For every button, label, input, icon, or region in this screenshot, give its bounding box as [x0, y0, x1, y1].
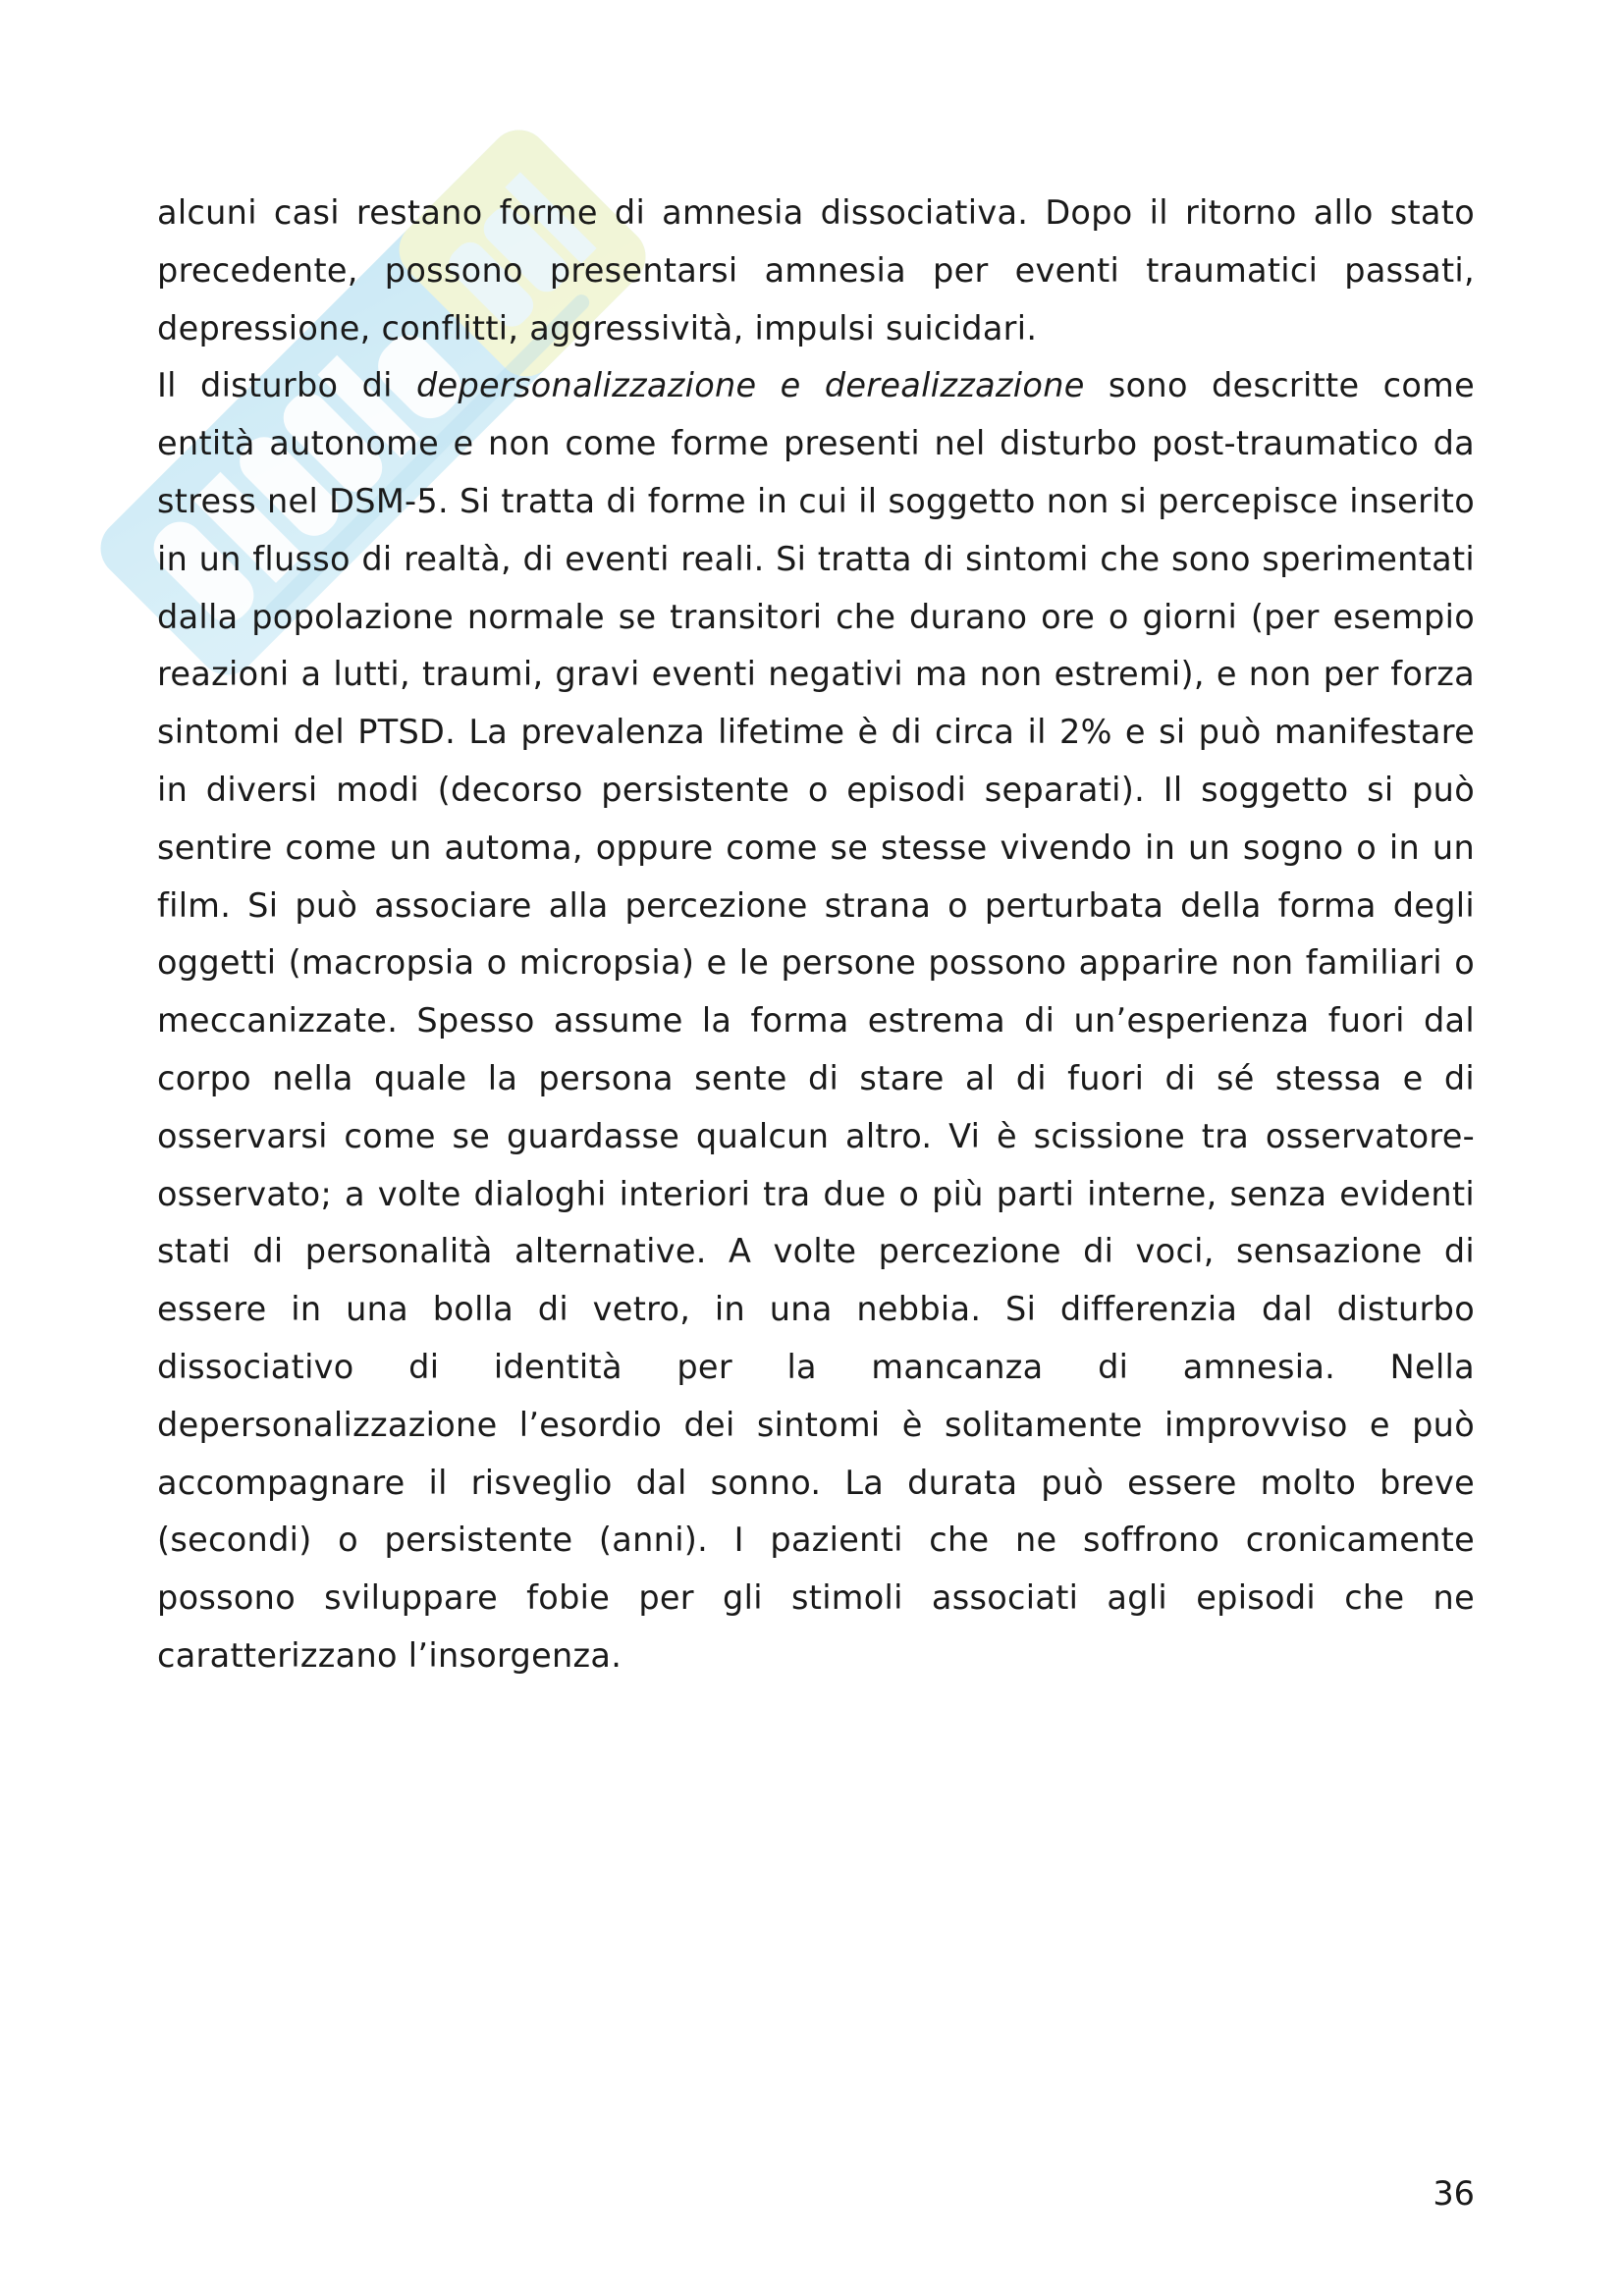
- paragraph-prefix: Il disturbo di: [157, 366, 416, 405]
- page-number: 36: [1433, 2174, 1475, 2213]
- document-body: [157, 185, 1475, 1685]
- paragraph-amnesia-continuation: alcuni casi restano forme di amnesia dissociativa. Dopo il ritorno allo stato precedente, possono presentarsi amnesia per eventi traumatici passati, depressione, conflitti, aggressività, impulsi suicidari.: [157, 193, 1475, 347]
- paragraph-body: sono descritte come entità autonome e non come forme presenti nel disturbo post-traumatico da stress nel DSM-5. Si tratta di forme in cui il soggetto non si percepisce inserito in un flusso di realtà, di eventi reali. Si tratta di sintomi che sono sperimentati dalla popolazione normale se transitori che durano ore o giorni (per esempio reazioni a lutti, traumi, gravi eventi negativi ma non estremi), e non per forza sintomi del PTSD. La prevalenza lifetime è di circa il 2% e si può manifestare in diversi modi (decorso persistente o episodi separati). Il soggetto si può sentire come un automa, oppure come se stesse vivendo in un sogno o in un film. Si può associare alla percezione strana o perturbata della forma degli oggetti (macropsia o micropsia) e le persone possono apparire non familiari o meccanizzate. Spesso assume la forma estrema di un’esperienza fuori dal corpo nella quale la persona sente di stare al di fuori di sé stessa e di osservarsi come se guardasse qualcun altro. Vi è scissione tra osservatore-osservato; a volte dialoghi interiori tra due o più parti interne, senza evidenti stati di personalità alternative. A volte percezione di voci, sensazione di essere in una bolla di vetro, in una nebbia. Si differenzia dal disturbo dissociativo di identità per la mancanza di amnesia. Nella depersonalizzazione l’esordio dei sintomi è solitamente improvviso e può accompagnare il risveglio dal sonno. La durata può essere molto breve (secondi) o persistente (anni). I pazienti che ne soffrono cronicamente possono sviluppare fobie per gli stimoli associati agli episodi che ne caratterizzano l’insorgenza.: [157, 366, 1475, 1675]
- emphasized-term: depersonalizzazione e derealizzazione: [415, 366, 1085, 405]
- paragraph-depersonalization: [157, 357, 1475, 1684]
